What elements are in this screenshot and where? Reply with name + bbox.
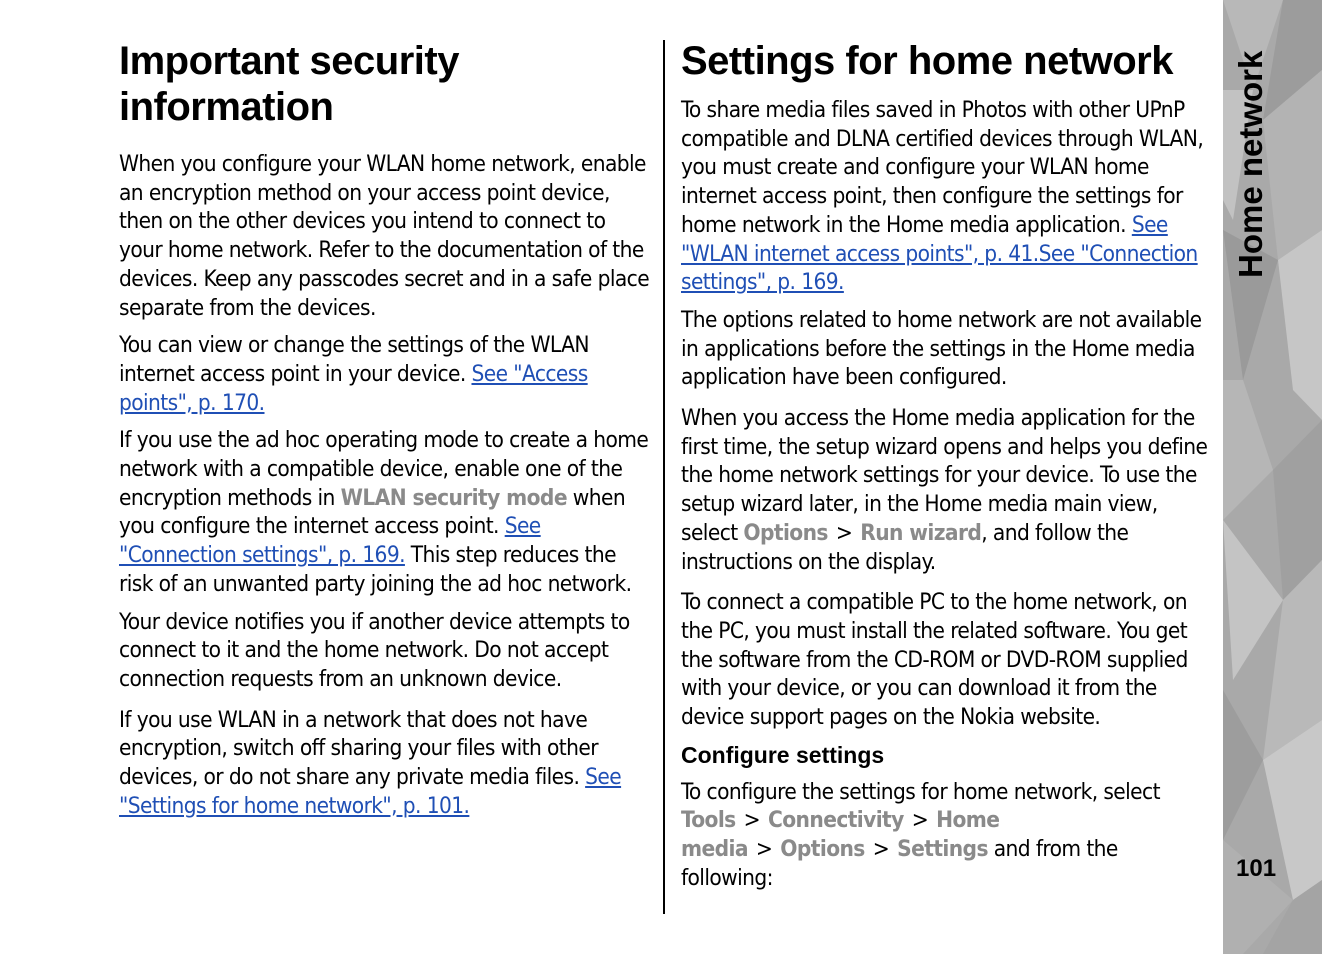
text: When you access the Home media application for the first time, the setup wizard opens and helps you define the home network settings for your device. To use the setup wizard later, in the Home media main view, select xyxy=(681,405,1208,546)
link-settings-home-network[interactable]: See "Settings for home network", p. 101. xyxy=(119,764,622,819)
text: and from the following: xyxy=(681,836,1118,891)
link-wlan-access-points[interactable]: See "WLAN internet access points", p. 41.See "Connection settings", p. 169. xyxy=(681,211,1198,296)
paragraph xyxy=(119,706,652,821)
path-separator: > xyxy=(755,836,773,863)
ui-term-run-wizard: Run wizard xyxy=(860,519,982,546)
ui-term-options: Options xyxy=(743,519,828,546)
paragraph: To connect a compatible PC to the home network, on the PC, you must install the related software. You get the software from the CD-ROM or DVD-ROM supplied with your device, or you can download it from the device support pages on the Nokia website. xyxy=(681,589,1188,731)
paragraph xyxy=(119,331,652,417)
paragraph xyxy=(681,778,1213,893)
path-separator: > xyxy=(743,807,760,834)
text: You can view or change the settings of the WLAN internet access point in your device. xyxy=(119,332,589,387)
text: , and follow the instructions on the display. xyxy=(681,519,1129,575)
text: To share media files saved in Photos with other UPnP compatible and DLNA certified devices through WLAN, you must create and configure your WLAN home internet access point, then configure the settings for home network in the Home media application. xyxy=(681,97,1204,238)
paragraph: The options related to home network are not available in applications before the settings in the Home media application have been configured. xyxy=(681,306,1202,391)
text: If you use WLAN in a network that does not have encryption, switch off sharing your files with other devices, or do not share any private media files. xyxy=(119,706,598,791)
ui-term-home-media: Home media xyxy=(681,807,1000,863)
path-separator: > xyxy=(835,519,853,546)
path-separator: > xyxy=(872,836,890,863)
right-column xyxy=(681,38,1213,902)
ui-term-tools: Tools xyxy=(681,807,736,834)
chapter-title: Home network xyxy=(1232,50,1269,278)
paragraph xyxy=(119,426,652,598)
text: when you configure the internet access point. xyxy=(119,484,626,540)
paragraph xyxy=(681,404,1213,576)
section-title-settings: Settings for home network xyxy=(681,39,1173,83)
column-divider xyxy=(663,40,665,914)
ui-term-wlan-security-mode: WLAN security mode xyxy=(340,484,567,511)
section-title-security: Important security information xyxy=(119,39,459,129)
link-access-points[interactable]: See "Access points", p. 170. xyxy=(119,360,588,416)
ui-term-connectivity: Connectivity xyxy=(768,807,904,834)
left-column xyxy=(119,38,652,829)
ui-term-settings: Settings xyxy=(897,836,988,863)
link-connection-settings[interactable]: See "Connection settings", p. 169. xyxy=(119,513,541,569)
text: To configure the settings for home network, select xyxy=(681,778,1160,805)
subheading-configure-settings: Configure settings xyxy=(681,741,885,768)
paragraph: Your device notifies you if another device attempts to connect to it and the home network. Do not accept connection requests from an unknown device. xyxy=(119,608,630,692)
text: This step reduces the risk of an unwanted party joining the ad hoc network. xyxy=(119,542,632,597)
ui-term-options: Options xyxy=(780,836,865,863)
text: If you use the ad hoc operating mode to create a home network with a compatible device, enable one of the encryption methods in xyxy=(119,427,649,511)
paragraph xyxy=(681,96,1213,297)
path-separator: > xyxy=(911,807,929,834)
paragraph: When you configure your WLAN home network, enable an encryption method on your access point device, then on the other devices you intend to connect to your home network. Refer to the documentation of the devices. Keep any passcodes secret and in a safe place separate from the devices. xyxy=(119,151,650,321)
page-number: 101 xyxy=(1236,855,1277,882)
